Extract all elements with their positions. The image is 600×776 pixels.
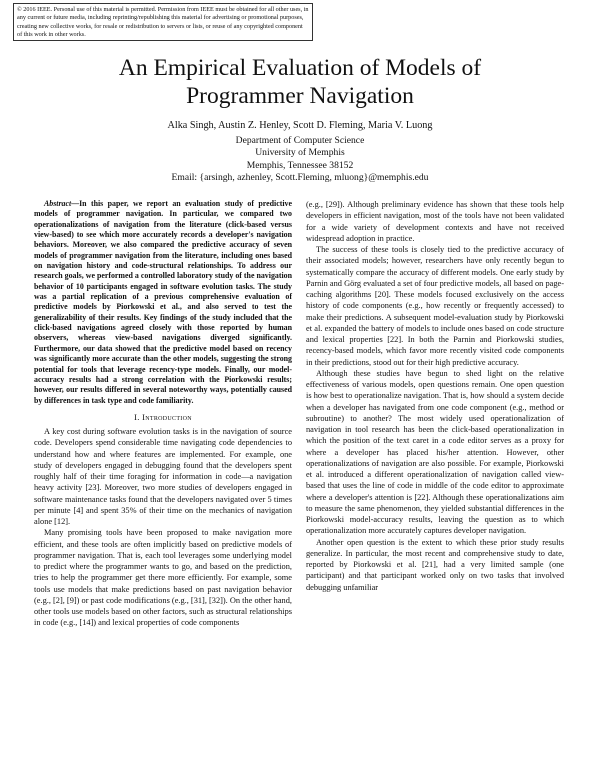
title-line-1: An Empirical Evaluation of Models of (118, 55, 482, 81)
author-names: Alka Singh, Austin Z. Henley, Scott D. Fleming, Maria V. Luong (167, 120, 433, 131)
right-paragraph-3: Although these studies have begun to shed light on the relative effectiveness of various models, open questions remain. One open question is how best to operationalize navigation. That is, how should a system decide when a developer has navigated from one code component (e.g., method or subroutine) to another? The most widely used operationalization of navigation in tool research has been the click-based operationalization in which the position of the text caret in a code editor serves as a proxy for where a developer has placed his/her attention. However, other operationalizations of navigation are also possible. For example, Piorkowski et al. introduced a different operationalization of navigation called view-based that uses the line of code in middle of the code editor to approximate where a developer's attention is [22]. Although these operationalizations aim to measure the same phenomenon, they yielded substantial differences in the Piorkowski model-accuracy results, leaving the question as to which operationalization more accurately captures developer navigation. (306, 368, 564, 536)
abstract-label: Abstract (44, 199, 72, 208)
section-heading-introduction (34, 412, 292, 423)
author-block (0, 120, 600, 185)
university: University of Memphis (255, 147, 345, 158)
right-paragraph-1: (e.g., [29]). Although preliminary evidence has shown that these tools help developers in efficient navigation, most of the tools have not been validated for a wide variety of development contexts and have not received widespread adoption in practice. (306, 200, 564, 243)
copyright-notice: © 2016 IEEE. Personal use of this material is permitted. Permission from IEEE must be obtained for all other uses, in any current or future media, including reprinting/republishing this material for advertising or promotional purposes, creating new collective works, for resale or redistribution to servers or lists, or reuse of any copyrighted component of this work in other works. (13, 3, 313, 41)
right-paragraph-4: Another open question is the extent to which these prior study results generalize. In particular, the most recent and comprehensive study to date, reported by Piorkowski et al. [21], had a very limited sample (one participant) and that participant worked only on two tasks that involved debugging unfamiliar (306, 537, 564, 592)
section-numeral: I. (134, 411, 140, 422)
left-paragraph-2: Many promising tools have been proposed to make navigation more efficient, and these tools are often implicitly based on predictive models of programmer navigation. That is, each tool leverages some underlying model to predict where the programmer wants to go, and based on the prediction, tries to help the programmer get there more efficiently. For example, some tools use models that make predictions based on past navigation behavior (e.g., [2], [9]) or past code modifications (e.g., [31], [32]). On the other hand, other tools use models based on other factors, such as structural relationships in code (e.g., [14]) and lexical properties of code components (34, 528, 292, 628)
right-paragraph-2: The success of these tools is closely tied to the predictive accuracy of their associated models; however, researchers have only recently begun to systematically compare the accuracy of different models. One early study by Parnin and Görg evaluated a set of four predictive models, all based on page-caching algorithms [20]. These models focused exclusively on the access history of code components (e.g., how recently or frequently accessed) to make their predictions. A subsequent model-evaluation study by Piorkowski et al. expanded the battery of models to include ones based on code structure and lexical properties [22]. In both the Parnin and Piorkowski studies, recency-based models, which favor more recently visited code components in their predictions, stood out for their high predictive accuracy. (306, 245, 564, 367)
left-column (34, 199, 292, 629)
location: Memphis, Tennessee 38152 (246, 159, 354, 171)
abstract-text: —In this paper, we report an evaluation study of predictive models of programmer navigation. In particular, we compared two operationalizations of navigation from the literature (click-based versus view-based) to see which more accurately records a developer's navigation behaviors. Moreover, we also compared the predictive accuracy of seven models of programmer navigation from the literature, including ones based on navigation history and code-structural relationships. To address our research goals, we performed a controlled laboratory study of the navigation behavior of 10 participants engaged in software evolution tasks. The study was a partial replication of a previous comprehensive evaluation of predictive models by Piorkowski et al., and also served to test the generalizability of their results. Key findings of the study included that the click-based navigations agreed closely with those reported by human observers, whereas view-based navigations diverged significantly. Furthermore, our data showed that the predictive model based on recency was significantly more accurate than the other models, suggesting the strong potential for tools that leverage recency-type models. Finally, our model-accuracy results had a strong correlation with the Piorkowski results; however, our results differed in several noteworthy ways, potentially caused by differences in task type and code familiarity. (34, 199, 292, 405)
email: Email: {arsingh, azhenley, Scott.Fleming, mluong}@memphis.edu (171, 172, 429, 183)
right-column (306, 199, 564, 593)
paper-title (0, 54, 600, 110)
abstract (34, 199, 292, 406)
section-title: Introduction (142, 411, 192, 422)
department: Department of Computer Science (235, 134, 365, 146)
left-paragraph-1: A key cost during software evolution tasks is in the navigation of source code. Developers spend considerable time navigating code dependencies to understand how and where features are implemented. For example, one study of developers engaged in debugging found that the developers spent roughly half of their time foraging for information in code—a navigation heavy activity [23]. Moreover, two more studies of developers engaged in software maintenance tasks found that the developers navigated over 5 times per minute [4] and spent 35% of their time on the mechanics of navigation alone [12]. (34, 427, 292, 527)
title-line-2: Programmer Navigation (186, 83, 414, 109)
